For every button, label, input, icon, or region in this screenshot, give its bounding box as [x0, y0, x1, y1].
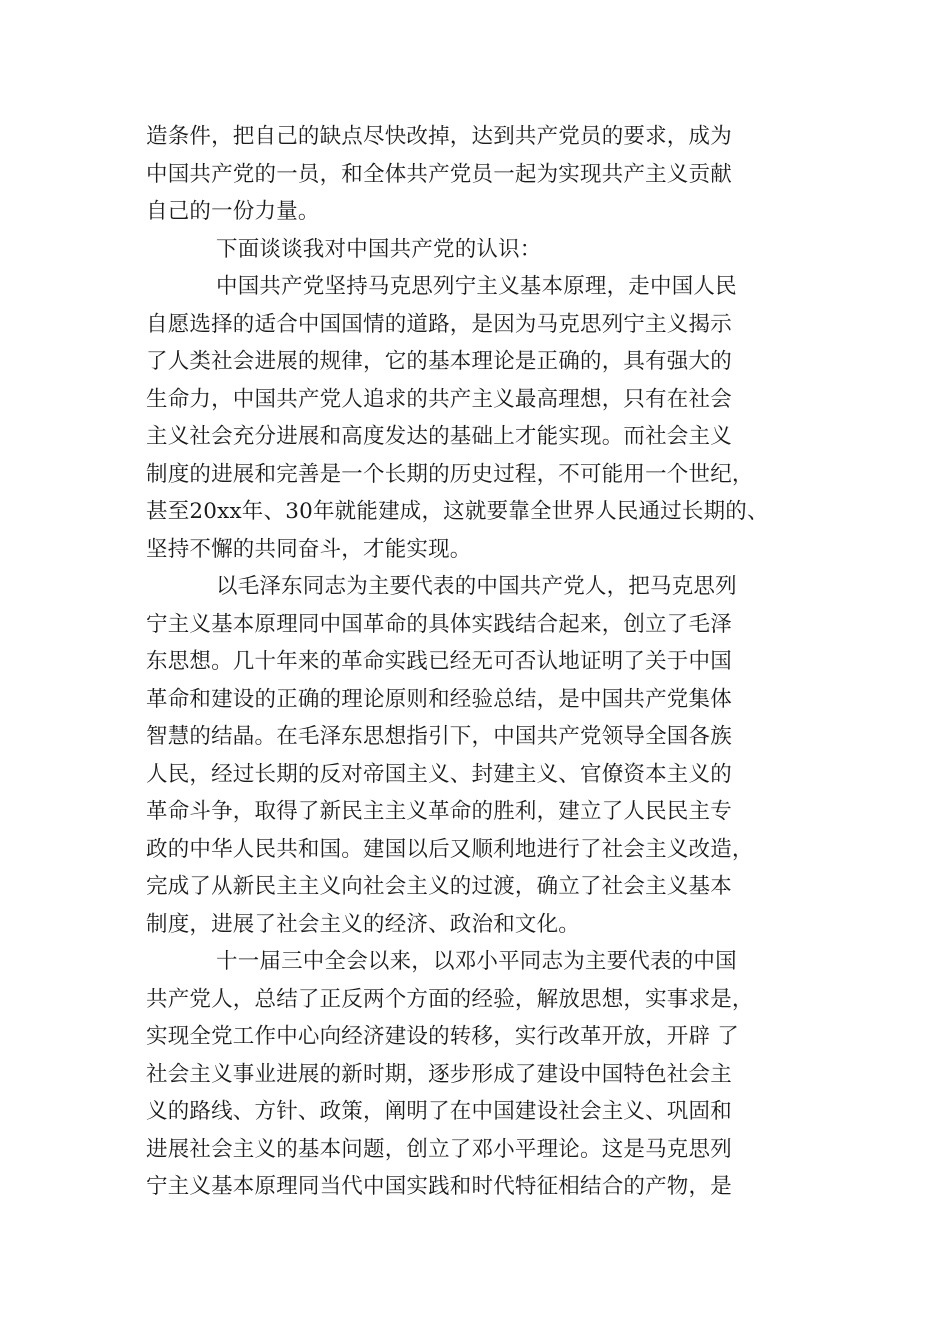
text-line: 义的路线、方针、政策，阐明了在中国建设社会主义、巩固和	[146, 1099, 732, 1124]
text-line: 政的中华人民共和国。建国以后又顺利地进行了社会主义改造，	[146, 836, 754, 862]
text-line: 了人类社会进展的规律，它的基本理论是正确的，具有强大的	[146, 349, 732, 374]
text-line: 制度的进展和完善是一个长期的历史过程，不可能用一个世纪，	[146, 461, 754, 487]
text-line: 自己的一份力量。	[146, 199, 320, 224]
document-body	[146, 118, 826, 1206]
text-line: 宁主义基本原理同中国革命的具体实践结合起来，创立了毛泽	[146, 611, 732, 637]
text-line: 造条件，把自己的缺点尽快改掉，达到共产党员的要求，成为	[146, 124, 732, 149]
text-line: 主义社会充分进展和高度发达的基础上才能实现。而社会主义	[146, 424, 732, 449]
text-line: 生命力，中国共产党人追求的共产主义最高理想，只有在社会	[146, 386, 732, 412]
text-line: 共产党人，总结了正反两个方面的经验，解放思想，实事求是，	[146, 986, 754, 1012]
text-line: 自愿选择的适合中国国情的道路，是因为马克思列宁主义揭示	[146, 311, 732, 337]
text-line: 社会主义事业进展的新时期，逐步形成了建设中国特色社会主	[146, 1061, 732, 1087]
text-line: 甚至20xx年、30年就能建成，这就要靠全世界人民通过长期的、	[146, 499, 769, 524]
text-line: 坚持不懈的共同奋斗，才能实现。	[146, 536, 472, 562]
paragraph-start-line: 以毛泽东同志为主要代表的中国共产党人，把马克思列	[216, 574, 737, 599]
text-line: 中国共产党的一员，和全体共产党员一起为实现共产主义贡献	[146, 161, 732, 187]
text-line: 制度，进展了社会主义的经济、政治和文化。	[146, 911, 581, 937]
paragraph-start-line: 十一届三中全会以来，以邓小平同志为主要代表的中国	[216, 949, 737, 974]
text-line: 人民，经过长期的反对帝国主义、封建主义、官僚资本主义的	[146, 761, 732, 787]
text-line: 宁主义基本原理同当代中国实践和时代特征相结合的产物，是	[146, 1174, 732, 1199]
text-line: 完成了从新民主主义向社会主义的过渡，确立了社会主义基本	[146, 874, 732, 899]
text-line: 实现全党工作中心向经济建设的转移，实行改革开放，开辟 了	[146, 1024, 739, 1049]
text-line: 革命斗争，取得了新民主主义革命的胜利，建立了人民民主专	[146, 799, 732, 824]
text-line: 智慧的结晶。在毛泽东思想指引下，中国共产党领导全国各族	[146, 724, 732, 749]
text-line: 东思想。几十年来的革命实践已经无可否认地证明了关于中国	[146, 649, 732, 674]
paragraph-start-line: 中国共产党坚持马克思列宁主义基本原理，走中国人民	[216, 274, 737, 299]
text-line: 革命和建设的正确的理论原则和经验总结，是中国共产党集体	[146, 686, 732, 712]
paragraph-start-line: 下面谈谈我对中国共产党的认识：	[216, 236, 542, 262]
text-line: 进展社会主义的基本问题，创立了邓小平理论。这是马克思列	[146, 1136, 732, 1162]
